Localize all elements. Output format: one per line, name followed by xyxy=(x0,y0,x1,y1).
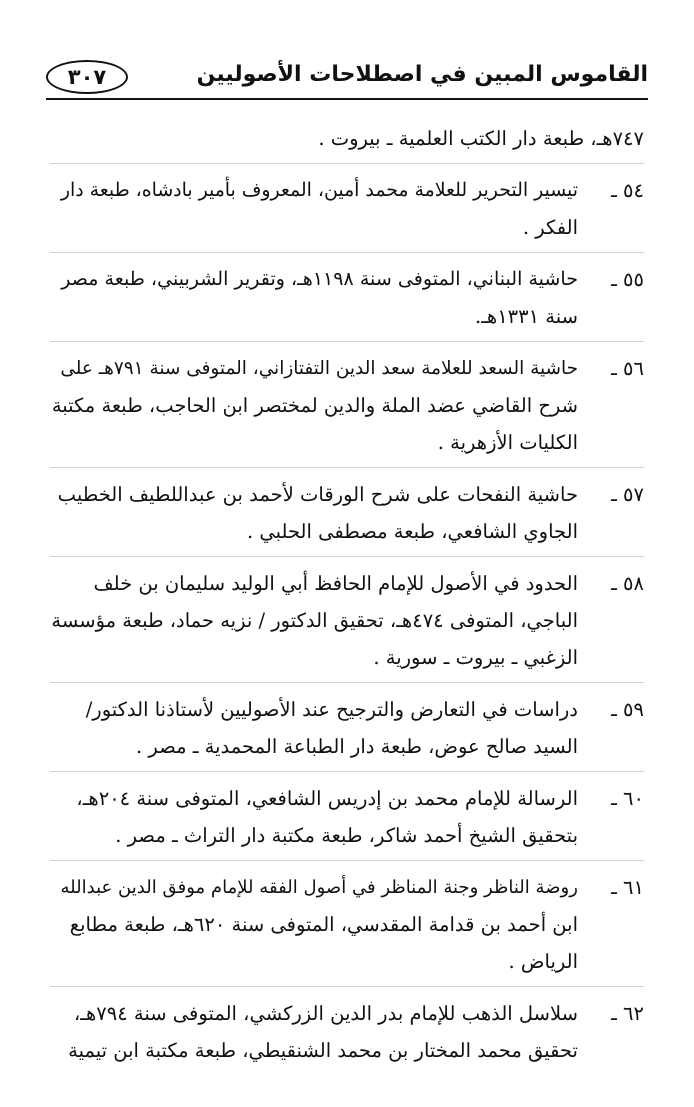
entry-number: ٦٠ ـ xyxy=(611,787,644,810)
entry-separator xyxy=(50,341,644,342)
entry-line: شرح القاضي عضد الملة والدين لمختصر ابن الحاجب، طبعة مكتبة xyxy=(51,394,578,417)
entry-number: ٦٢ ـ xyxy=(611,1002,644,1025)
entry-number: ٥٥ ـ xyxy=(611,268,644,291)
entry-separator xyxy=(50,467,644,468)
entry-separator xyxy=(50,771,644,772)
entry-line: روضة الناظر وجنة المناظر في أصول الفقه للإمام موفق الدين عبدالله xyxy=(60,877,578,898)
bibliography-entry-59 xyxy=(50,691,644,765)
entry-separator xyxy=(50,252,644,253)
entry-line: حاشية النفحات على شرح الورقات لأحمد بن عبداللطيف الخطيب xyxy=(57,483,578,506)
entry-line: سنة ١٣٣١هـ. xyxy=(475,305,578,328)
entry-number: ٦١ ـ xyxy=(611,876,644,899)
entry-line: سلاسل الذهب للإمام بدر الدين الزركشي، المتوفى سنة ٧٩٤هـ، xyxy=(74,1002,578,1025)
entry-separator xyxy=(50,682,644,683)
entry-number: ٥٨ ـ xyxy=(611,572,644,595)
entry-separator xyxy=(50,860,644,861)
entry-number: ٥٧ ـ xyxy=(611,483,644,506)
entry-line: الرسالة للإمام محمد بن إدريس الشافعي، المتوفى سنة ٢٠٤هـ، xyxy=(76,787,578,810)
entry-number: ٥٤ ـ xyxy=(611,179,644,202)
bibliography-list xyxy=(50,120,644,1069)
entry-line: ٧٤٧هـ، طبعة دار الكتب العلمية ـ بيروت . xyxy=(318,127,644,150)
bibliography-entry-57 xyxy=(50,476,644,550)
entry-separator xyxy=(50,556,644,557)
entry-number: ٥٦ ـ xyxy=(611,357,644,380)
bibliography-entry-60 xyxy=(50,780,644,854)
entry-line: الحدود في الأصول للإمام الحافظ أبي الوليد سليمان بن خلف xyxy=(93,572,578,595)
entry-line: الباجي، المتوفى ٤٧٤هـ، تحقيق الدكتور / نزيه حماد، طبعة مؤسسة xyxy=(51,609,578,632)
entry-line: ابن أحمد بن قدامة المقدسي، المتوفى سنة ٦٢٠هـ، طبعة مطابع xyxy=(69,913,578,936)
entry-line: السيد صالح عوض، طبعة دار الطباعة المحمدية ـ مصر . xyxy=(136,735,578,758)
entry-line: الجاوي الشافعي، طبعة مصطفى الحلبي . xyxy=(246,520,578,543)
bibliography-entry-54 xyxy=(50,172,644,246)
entry-line: الفكر . xyxy=(522,216,578,239)
running-title: القاموس المبين في اصطلاحات الأصوليين xyxy=(196,62,648,87)
entry-line: تحقيق محمد المختار بن محمد الشنقيطي، طبعة مكتبة ابن تيمية xyxy=(68,1039,578,1062)
entry-separator xyxy=(50,986,644,987)
bibliography-entry-56 xyxy=(50,350,644,461)
entry-line: الرياض . xyxy=(508,950,578,973)
bibliography-entry-61 xyxy=(50,869,644,980)
entry-line: حاشية السعد للعلامة سعد الدين التفتازاني، المتوفى سنة ٧٩١هـ على xyxy=(60,358,578,379)
entry-separator xyxy=(50,163,644,164)
continued-entry-text xyxy=(50,120,644,157)
entry-line: الزغبي ـ بيروت ـ سورية . xyxy=(373,646,578,669)
entry-line: الكليات الأزهرية . xyxy=(437,431,578,454)
entry-line: تيسير التحرير للعلامة محمد أمين، المعروف بأمير بادشاه، طبعة دار xyxy=(60,179,578,201)
header-rule xyxy=(46,98,648,100)
page-header xyxy=(46,56,648,102)
bibliography-entry-58 xyxy=(50,565,644,676)
entry-line: بتحقيق الشيخ أحمد شاكر، طبعة مكتبة دار التراث ـ مصر . xyxy=(115,824,578,847)
entry-number: ٥٩ ـ xyxy=(611,698,644,721)
entry-line: دراسات في التعارض والترجيح عند الأصوليين لأستاذنا الدكتور/ xyxy=(85,698,578,721)
bibliography-entry-62 xyxy=(50,995,644,1069)
entry-line: حاشية البناني، المتوفى سنة ١١٩٨هـ، وتقرير الشربيني، طبعة مصر xyxy=(61,268,578,290)
page-number-badge: ٣٠٧ xyxy=(46,60,128,94)
bibliography-entry-55 xyxy=(50,261,644,335)
